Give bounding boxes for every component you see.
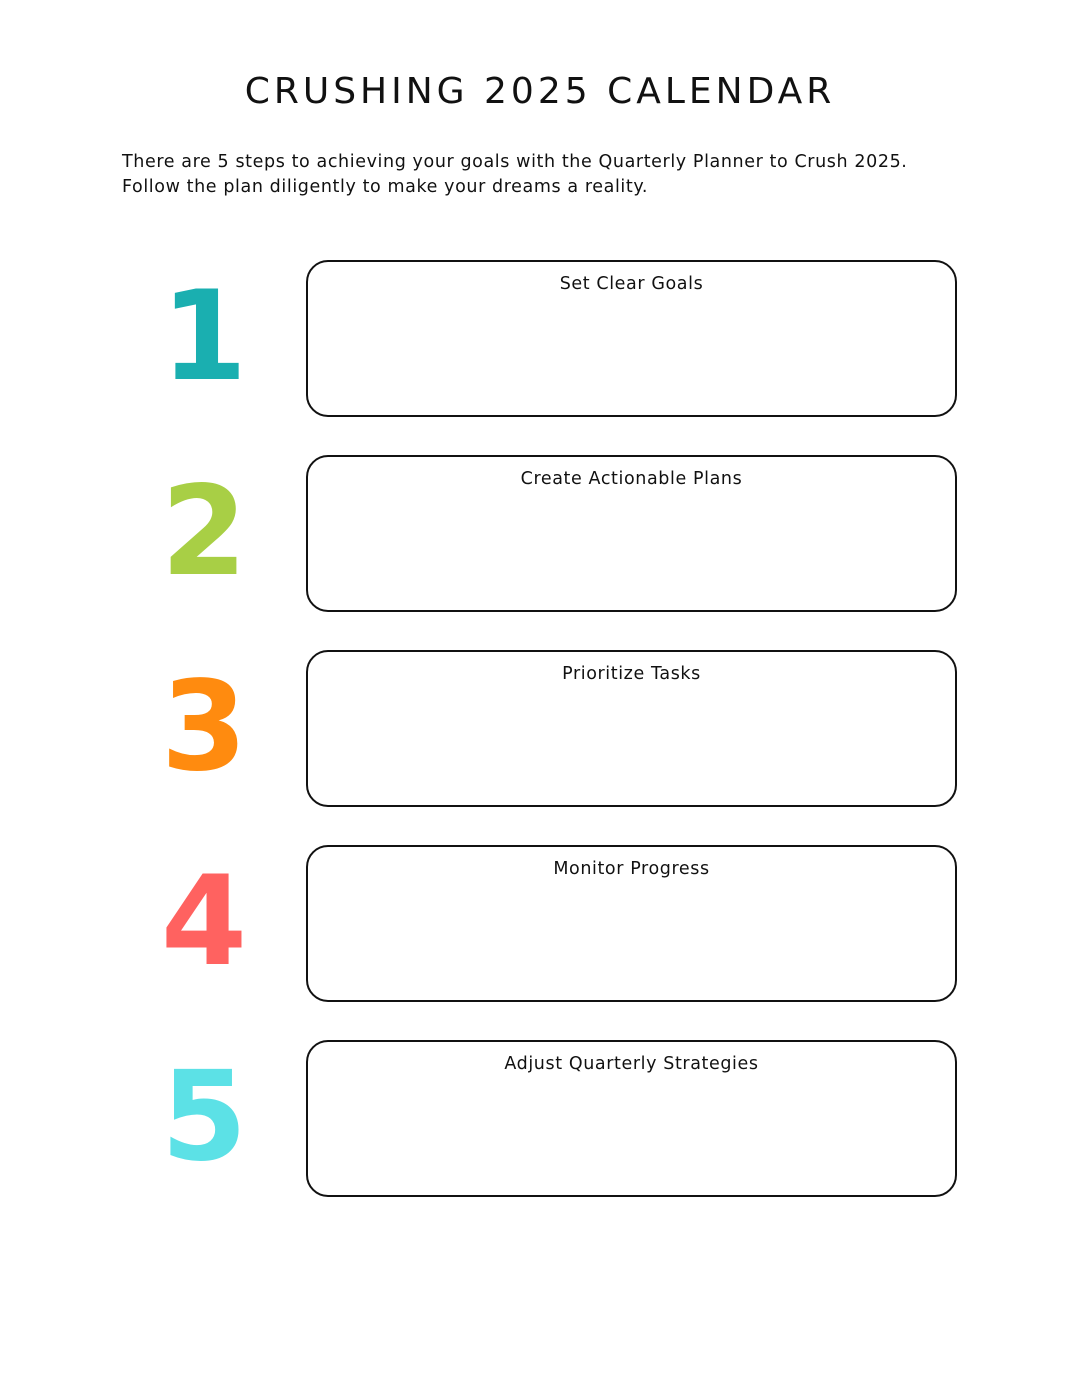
step-1 [0, 260, 1080, 418]
step-3 [0, 650, 1080, 808]
step-label-1: Set Clear Goals [559, 274, 704, 294]
step-label-4: Monitor Progress [553, 859, 710, 879]
step-box-2[interactable] [306, 455, 957, 612]
intro-text [122, 150, 982, 200]
page-title: CRUSHING 2025 CALENDAR [244, 71, 836, 112]
step-label-3: Prioritize Tasks [562, 664, 701, 684]
step-box-5[interactable] [306, 1040, 957, 1197]
step-number-4: 4 [160, 850, 244, 994]
step-box-4[interactable] [306, 845, 957, 1002]
intro-line-2: Follow the plan diligently to make your dreams a reality. [122, 177, 648, 197]
step-box-3[interactable] [306, 650, 957, 807]
step-label-2: Create Actionable Plans [520, 469, 743, 489]
step-4 [0, 845, 1080, 1003]
step-2 [0, 455, 1080, 613]
step-box-1[interactable] [306, 260, 957, 417]
step-label-5: Adjust Quarterly Strategies [504, 1054, 759, 1074]
step-number-2: 2 [160, 460, 244, 604]
step-number-5: 5 [160, 1045, 244, 1189]
step-5 [0, 1040, 1080, 1198]
intro-line-1: There are 5 steps to achieving your goals with the Quarterly Planner to Crush 2025. [122, 152, 908, 172]
step-number-1: 1 [160, 265, 244, 409]
step-number-3: 3 [160, 655, 244, 799]
